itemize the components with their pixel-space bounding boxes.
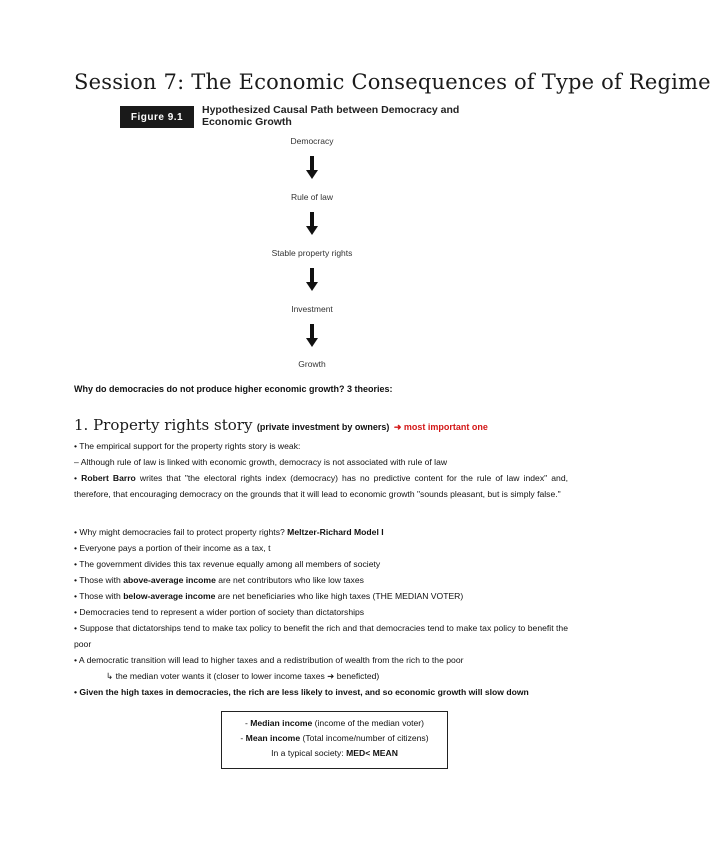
- bullet-line: • Those with above-average income are net contributors who like low taxes: [74, 575, 364, 585]
- question-line: Why do democracies do not produce higher economic growth? 3 theories:: [74, 384, 393, 394]
- typical-society-line: In a typical society: MED< MEAN: [271, 748, 398, 758]
- bullet-line: • The government divides this tax revenue equally among all members of society: [74, 559, 381, 569]
- mean-income-definition: - Mean income (Total income/number of citizens): [240, 733, 429, 743]
- page-title: Session 7: The Economic Consequences of Type of Regime: [74, 70, 711, 94]
- node-democracy: Democracy: [290, 136, 334, 146]
- bullet-line: • Suppose that dictatorships tend to make tax policy to benefit the rich and that democracies tend to make tax policy to benefit the poor: [74, 623, 568, 649]
- down-arrow-icon: [305, 156, 319, 180]
- section-title: 1. Property rights story: [74, 416, 253, 434]
- node-rule-of-law: Rule of law: [290, 192, 334, 202]
- figure-badge: Figure 9.1: [120, 106, 194, 128]
- bullet-line: • Everyone pays a portion of their income as a tax, t: [74, 543, 271, 553]
- down-arrow-icon: [305, 212, 319, 236]
- node-investment: Investment: [291, 304, 333, 314]
- definitions-box: [221, 711, 448, 769]
- median-income-definition: - Median income (income of the median voter): [244, 718, 425, 728]
- bullet-line: • Those with below-average income are net beneficiaries who like high taxes (THE MEDIAN VOTER): [74, 591, 464, 601]
- conclusion-line: • Given the high taxes in democracies, the rich are less likely to invest, and so economic growth will slow down: [74, 687, 529, 697]
- meltzer-richard-model: [74, 524, 568, 700]
- node-stable-property-rights: Stable property rights: [271, 248, 353, 258]
- bullet-line: • A democratic transition will lead to higher taxes and a redistribution of wealth from the rich to the poor: [74, 655, 464, 665]
- bullet-line: • The empirical support for the property rights story is weak:: [74, 441, 301, 451]
- node-growth: Growth: [298, 359, 326, 369]
- causal-path-diagram: [200, 134, 424, 370]
- figure-title: Hypothesized Causal Path between Democracy and Economic Growth: [202, 104, 460, 128]
- bullet-line: – Although rule of law is linked with economic growth, democracy is not associated with rule of law: [74, 457, 448, 467]
- bullet-line: • Why might democracies fail to protect property rights? Meltzer-Richard Model I: [74, 527, 384, 537]
- section-heading: [74, 416, 488, 435]
- sub-bullet-line: ↳ the median voter wants it (closer to lower income taxes ➜ beneficted): [106, 671, 380, 681]
- section-subtitle: (private investment by owners): [256, 422, 390, 432]
- bullet-line: • Democracies tend to represent a wider portion of society than dictatorships: [74, 607, 365, 617]
- down-arrow-icon: [305, 268, 319, 292]
- down-arrow-icon: [305, 324, 319, 348]
- section-note: ➜ most important one: [393, 422, 488, 432]
- bullet-line: • Robert Barro writes that "the electoral rights index (democracy) has no predictive content for the rule of law index" and, therefore, that encouraging democracy on the grounds that it will lead to economic growth "sounds pleasant, but is simply false.": [74, 473, 568, 499]
- property-rights-evidence: [74, 438, 568, 502]
- figure-header: [120, 104, 480, 130]
